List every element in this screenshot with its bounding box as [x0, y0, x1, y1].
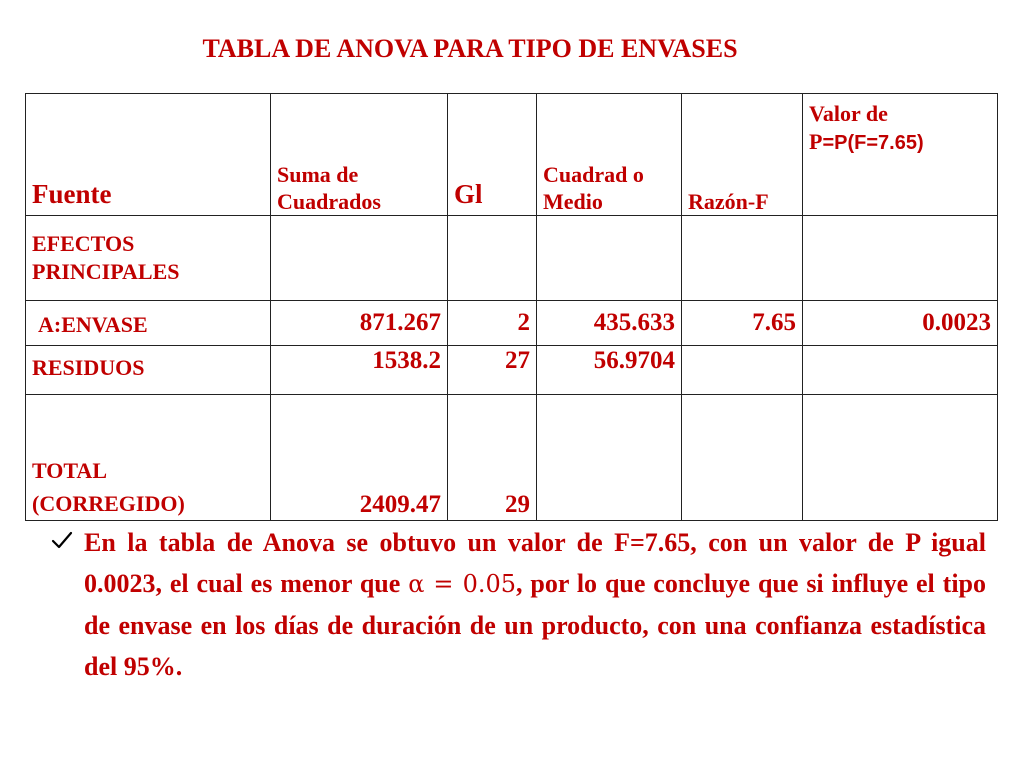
header-fuente: Fuente	[26, 94, 271, 216]
table-header-row	[26, 94, 998, 216]
anova-table	[25, 93, 998, 521]
header-razon-f: Razón-F	[682, 94, 803, 216]
row-razon-f	[682, 395, 803, 521]
header-valor-p	[803, 94, 998, 216]
header-suma-cuadrados: Suma de Cuadrados	[271, 94, 448, 216]
row-valor-p	[803, 346, 998, 395]
row-valor-p	[803, 395, 998, 521]
row-suma: 2409.47	[271, 395, 448, 521]
conclusion-text	[84, 522, 986, 687]
row-cuadrado-medio: 56.9704	[537, 346, 682, 395]
row-valor-p: 0.0023	[803, 301, 998, 346]
table-row	[26, 301, 998, 346]
row-cuadrado-medio	[537, 216, 682, 301]
table-row	[26, 395, 998, 521]
row-cuadrado-medio: 435.633	[537, 301, 682, 346]
check-mark-icon	[50, 522, 84, 557]
header-cuadrado-medio: Cuadrad o Medio	[537, 94, 682, 216]
row-fuente: TOTAL (CORREGIDO)	[26, 395, 271, 521]
row-fuente: RESIDUOS	[26, 346, 271, 395]
table-row	[26, 346, 998, 395]
row-gl: 2	[448, 301, 537, 346]
row-razon-f: 7.65	[682, 301, 803, 346]
row-razon-f	[682, 346, 803, 395]
table-row	[26, 216, 998, 301]
header-valor-p-expr: =P(F=7.65)	[822, 132, 924, 154]
alpha-expression: α = 0.05	[408, 570, 517, 598]
row-suma	[271, 216, 448, 301]
page-title: TABLA DE ANOVA PARA TIPO DE ENVASES	[202, 34, 738, 63]
row-gl: 29	[448, 395, 537, 521]
confidence-percent: 95%.	[123, 652, 183, 681]
header-valor-p-prefix: Valor de P	[809, 101, 888, 154]
conclusion-text-before: En la tabla de Anova se obtuvo un valor de F=7.65, con un valor de P igual 0.0023, el cual es menor que	[84, 528, 986, 598]
row-cuadrado-medio	[537, 395, 682, 521]
row-suma: 1538.2	[271, 346, 448, 395]
conclusion-text-after: , por lo que concluye que si influye el tipo de envase en los días de duración de un producto, con una confianza estadística del	[84, 569, 987, 681]
header-gl: Gl	[448, 94, 537, 216]
row-gl	[448, 216, 537, 301]
row-fuente: A:ENVASE	[26, 301, 271, 346]
row-gl: 27	[448, 346, 537, 395]
row-suma: 871.267	[271, 301, 448, 346]
row-fuente: EFECTOS PRINCIPALES	[26, 216, 271, 301]
row-razon-f	[682, 216, 803, 301]
conclusion-bullet	[50, 522, 986, 687]
row-valor-p	[803, 216, 998, 301]
